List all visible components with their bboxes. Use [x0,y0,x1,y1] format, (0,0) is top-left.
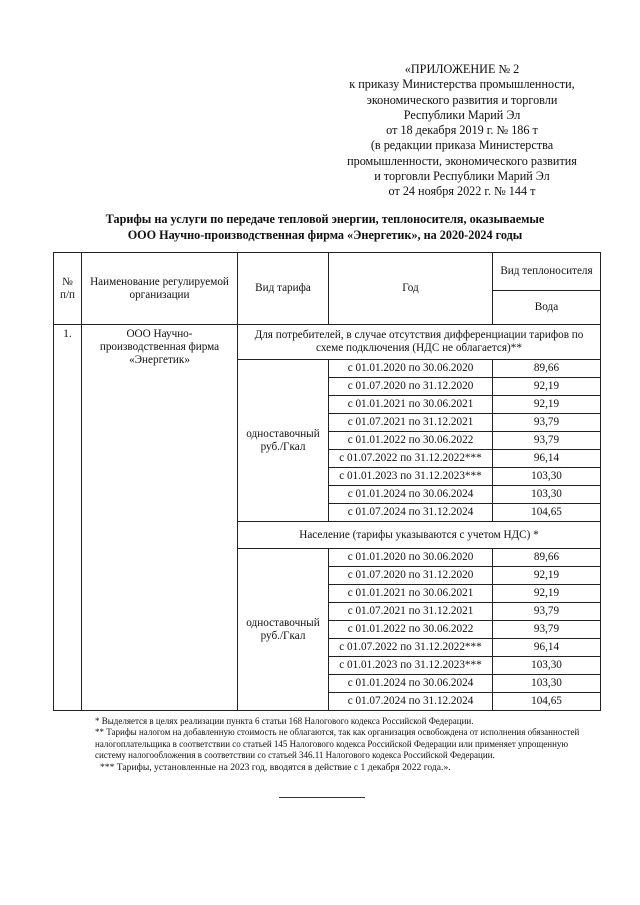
header-line: «ПРИЛОЖЕНИЕ № 2 [404,62,520,76]
period-cell: с 01.07.2024 по 31.12.2024 [329,693,493,711]
value-cell: 93,79 [493,621,601,639]
value-cell: 93,79 [493,432,601,450]
period-cell: с 01.07.2024 по 31.12.2024 [329,504,493,522]
value-cell: 96,14 [493,450,601,468]
title-line-2: ООО Научно-производственная фирма «Энергетик», на 2020-2024 годы [127,228,523,242]
period-cell: с 01.07.2021 по 31.12.2021 [329,414,493,432]
value-cell: 89,66 [493,549,601,567]
period-cell: с 01.01.2023 по 31.12.2023*** [329,468,493,486]
header-line: и торговли Республики Марий Эл [374,169,550,184]
header-line: промышленности, экономического развития [347,153,577,168]
header-line: от 24 ноября 2022 г. № 144 т [388,184,536,199]
period-cell: с 01.01.2024 по 30.06.2024 [329,675,493,693]
period-cell: с 01.01.2022 по 30.06.2022 [329,432,493,450]
header-line: от 18 декабря 2019 г. № 186 т [386,123,538,138]
period-cell: с 01.01.2023 по 31.12.2023*** [329,657,493,675]
footnote-2: ** Тарифы налогом на добавленную стоимость не облагаются, так как организация освобождена от исполнения обязанностей налогоплательщика в соответствии со статьей 145 Налогового кодекса Российской Федерации или применяет упрощенную систему налогообложения в соответствии со статьей 346.11 Налогового кодекса Российской Федерации. [95,727,580,760]
value-cell: 103,30 [493,675,601,693]
period-cell: с 01.07.2020 по 31.12.2020 [329,378,493,396]
period-cell: с 01.07.2021 по 31.12.2021 [329,603,493,621]
period-cell: с 01.01.2024 по 30.06.2024 [329,486,493,504]
value-cell: 103,30 [493,468,601,486]
footnotes [70,716,590,773]
document-title [40,211,610,243]
value-cell: 92,19 [493,567,601,585]
header-line: к приказу Министерства промышленности, [349,77,575,92]
header-line: (в редакции приказа Министерства [370,138,554,153]
header-water: Вода [493,291,601,325]
row-number: 1. [54,325,82,711]
title-line-1: Тарифы на услуги по передаче тепловой энергии, теплоносителя, оказываемые [105,212,545,226]
value-cell: 103,30 [493,486,601,504]
section-title-consumers: Для потребителей, в случае отсутствия дифференциации тарифов по схеме подключения (НДС не облагается)** [238,325,601,360]
period-cell: с 01.01.2020 по 30.06.2020 [329,549,493,567]
closing-rule [279,797,365,798]
period-cell: с 01.07.2020 по 31.12.2020 [329,567,493,585]
section-title-population: Население (тарифы указываются с учетом НДС) * [238,522,601,549]
value-cell: 89,66 [493,360,601,378]
period-cell: с 01.07.2022 по 31.12.2022*** [329,639,493,657]
appendix-header [330,62,594,200]
tariff-type: одноставочный руб./Гкал [238,549,329,711]
period-cell: с 01.07.2022 по 31.12.2022*** [329,450,493,468]
footnote-3: *** Тарифы, установленные на 2023 год, вводятся в действие с 1 декабря 2022 года.». [100,762,451,774]
header-year: Год [329,253,493,325]
tariff-type: одноставочный руб./Гкал [238,360,329,522]
value-cell: 92,19 [493,585,601,603]
value-cell: 104,65 [493,693,601,711]
period-cell: с 01.01.2020 по 30.06.2020 [329,360,493,378]
header-org: Наименование регулируемой организации [82,253,238,325]
header-num: № п/п [54,253,82,325]
header-line: Республики Марий Эл [403,107,521,122]
period-cell: с 01.01.2021 по 30.06.2021 [329,396,493,414]
tariff-table [53,252,601,711]
value-cell: 92,19 [493,378,601,396]
value-cell: 96,14 [493,639,601,657]
header-line: экономического развития и торговли [366,92,558,107]
value-cell: 104,65 [493,504,601,522]
value-cell: 93,79 [493,414,601,432]
value-cell: 103,30 [493,657,601,675]
header-carrier: Вид теплоносителя [493,253,601,291]
value-cell: 92,19 [493,396,601,414]
header-tariff: Вид тарифа [238,253,329,325]
organization-name: ООО Научно-производственная фирма «Энергетик» [82,325,238,711]
footnote-1: * Выделяется в целях реализации пункта 6 статьи 168 Налогового кодекса Российской Федерации. [95,716,474,726]
period-cell: с 01.01.2021 по 30.06.2021 [329,585,493,603]
value-cell: 93,79 [493,603,601,621]
period-cell: с 01.01.2022 по 30.06.2022 [329,621,493,639]
